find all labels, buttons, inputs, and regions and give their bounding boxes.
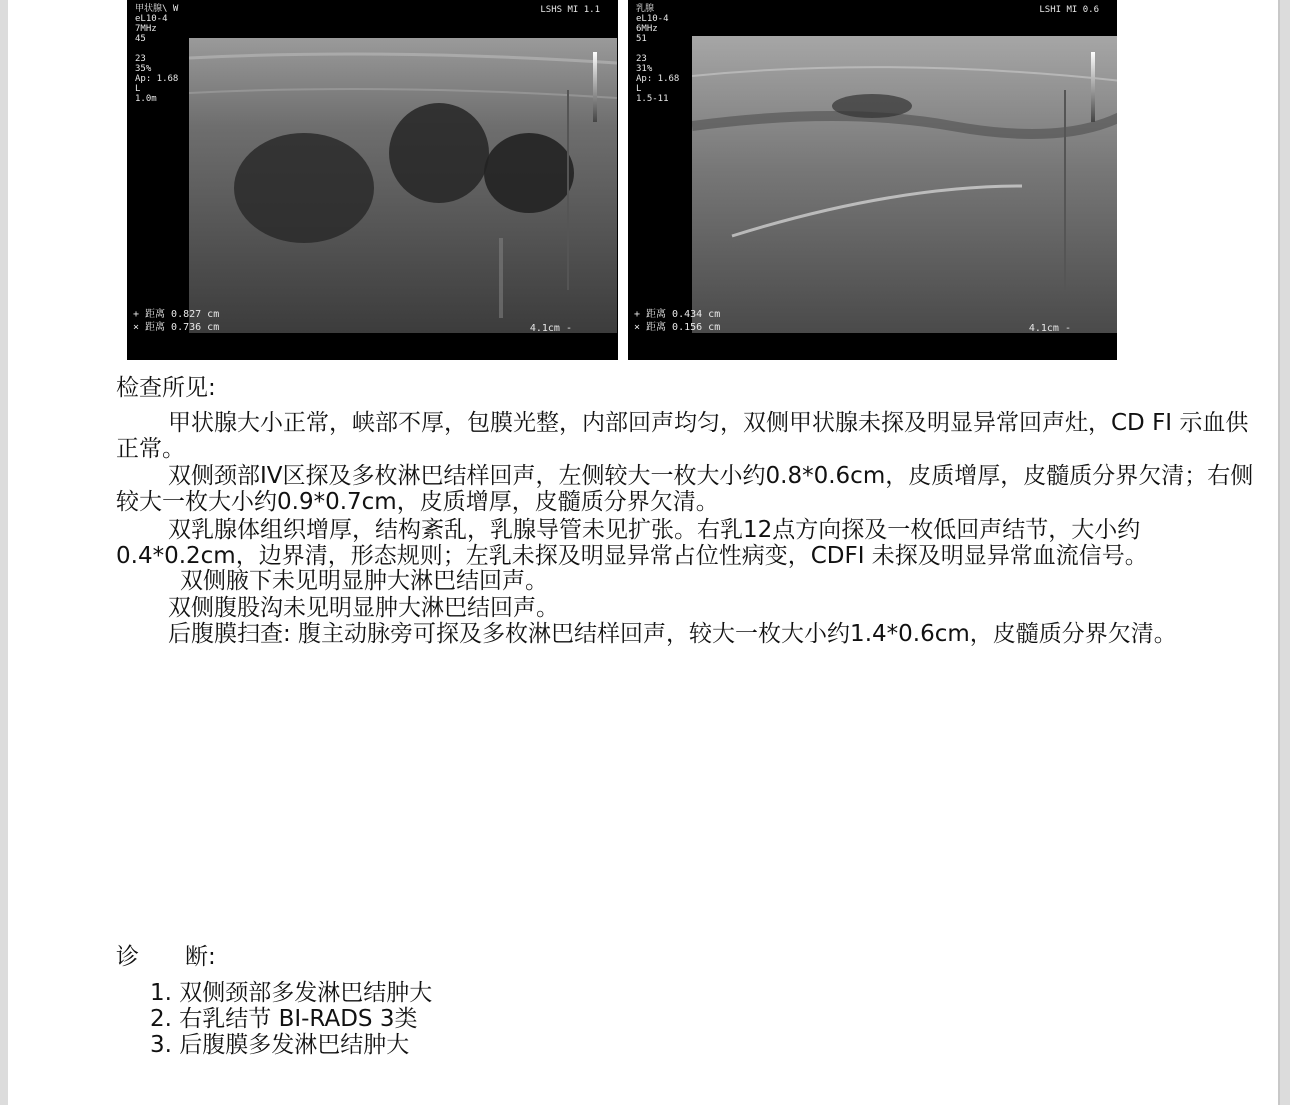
ultrasound-header-left: 乳腺 eL10-4 6MHz 51 23 31% Ap: 1.68 L 1.5-11 [636, 4, 680, 104]
ultrasound-scan-breast [692, 36, 1117, 333]
finding-paragraph: 甲状腺大小正常，峡部不厚，包膜光整，内部回声均匀，双侧甲状腺未探及明显异常回声灶，CD FI 示血供正常。 [116, 410, 1249, 462]
depth-readout: 4.1cm - [1028, 323, 1071, 334]
ultrasound-scan-thyroid [189, 38, 617, 333]
finding-paragraph: 后腹膜扫查: 腹主动脉旁可探及多枚淋巴结样回声，较大一枚大小约1.4*0.6cm，皮髓质分界欠清。 [168, 621, 1177, 647]
page-edge-right [1280, 0, 1290, 1105]
ultrasound-header-left: 甲状腺\ W eL10-4 7MHz 45 23 35% Ap: 1.68 L 1.0m [135, 4, 179, 104]
measurement-readout: + 距离 0.434 cm × 距离 0.156 cm [634, 309, 721, 333]
ultrasound-image-breast [628, 0, 1117, 360]
depth-ruler [567, 90, 569, 290]
diagnosis-list [150, 980, 432, 1058]
grayscale-bar [1091, 52, 1095, 122]
depth-readout: 4.1cm - [529, 323, 572, 334]
ultrasound-image-thyroid [127, 0, 618, 360]
grayscale-bar [593, 52, 597, 122]
ultrasound-header-right: LSHI MI 0.6 [1039, 5, 1099, 15]
finding-paragraph: 双侧腋下未见明显肿大淋巴结回声。 [180, 568, 548, 594]
findings-title: 检查所见: [116, 375, 216, 401]
finding-paragraph: 双乳腺体组织增厚，结构紊乱，乳腺导管未见扩张。右乳12点方向探及一枚低回声结节，大小约0.4*0.2cm，边界清，形态规则；左乳未探及明显异常占位性病变，CDFI 未探及明显异常血流信号。 [116, 517, 1148, 569]
diagnosis-title: 诊 断: [116, 944, 216, 970]
measurement-readout: + 距离 0.827 cm × 距离 0.736 cm [133, 309, 220, 333]
diagnosis-item: 1. 双侧颈部多发淋巴结肿大 [150, 980, 433, 1006]
page-edge-left [0, 0, 8, 1105]
diagnosis-item: 2. 右乳结节 BI-RADS 3类 [150, 1006, 418, 1032]
finding-paragraph: 双侧腹股沟未见明显肿大淋巴结回声。 [168, 595, 559, 621]
finding-paragraph: 双侧颈部IV区探及多枚淋巴结样回声，左侧较大一枚大小约0.8*0.6cm，皮质增厚，皮髓质分界欠清；右侧较大一枚大小约0.9*0.7cm，皮质增厚，皮髓质分界欠清。 [116, 463, 1254, 515]
ultrasound-header-right: LSHS MI 1.1 [540, 5, 600, 15]
depth-ruler [1064, 90, 1066, 290]
diagnosis-item: 3. 后腹膜多发淋巴结肿大 [150, 1032, 410, 1058]
